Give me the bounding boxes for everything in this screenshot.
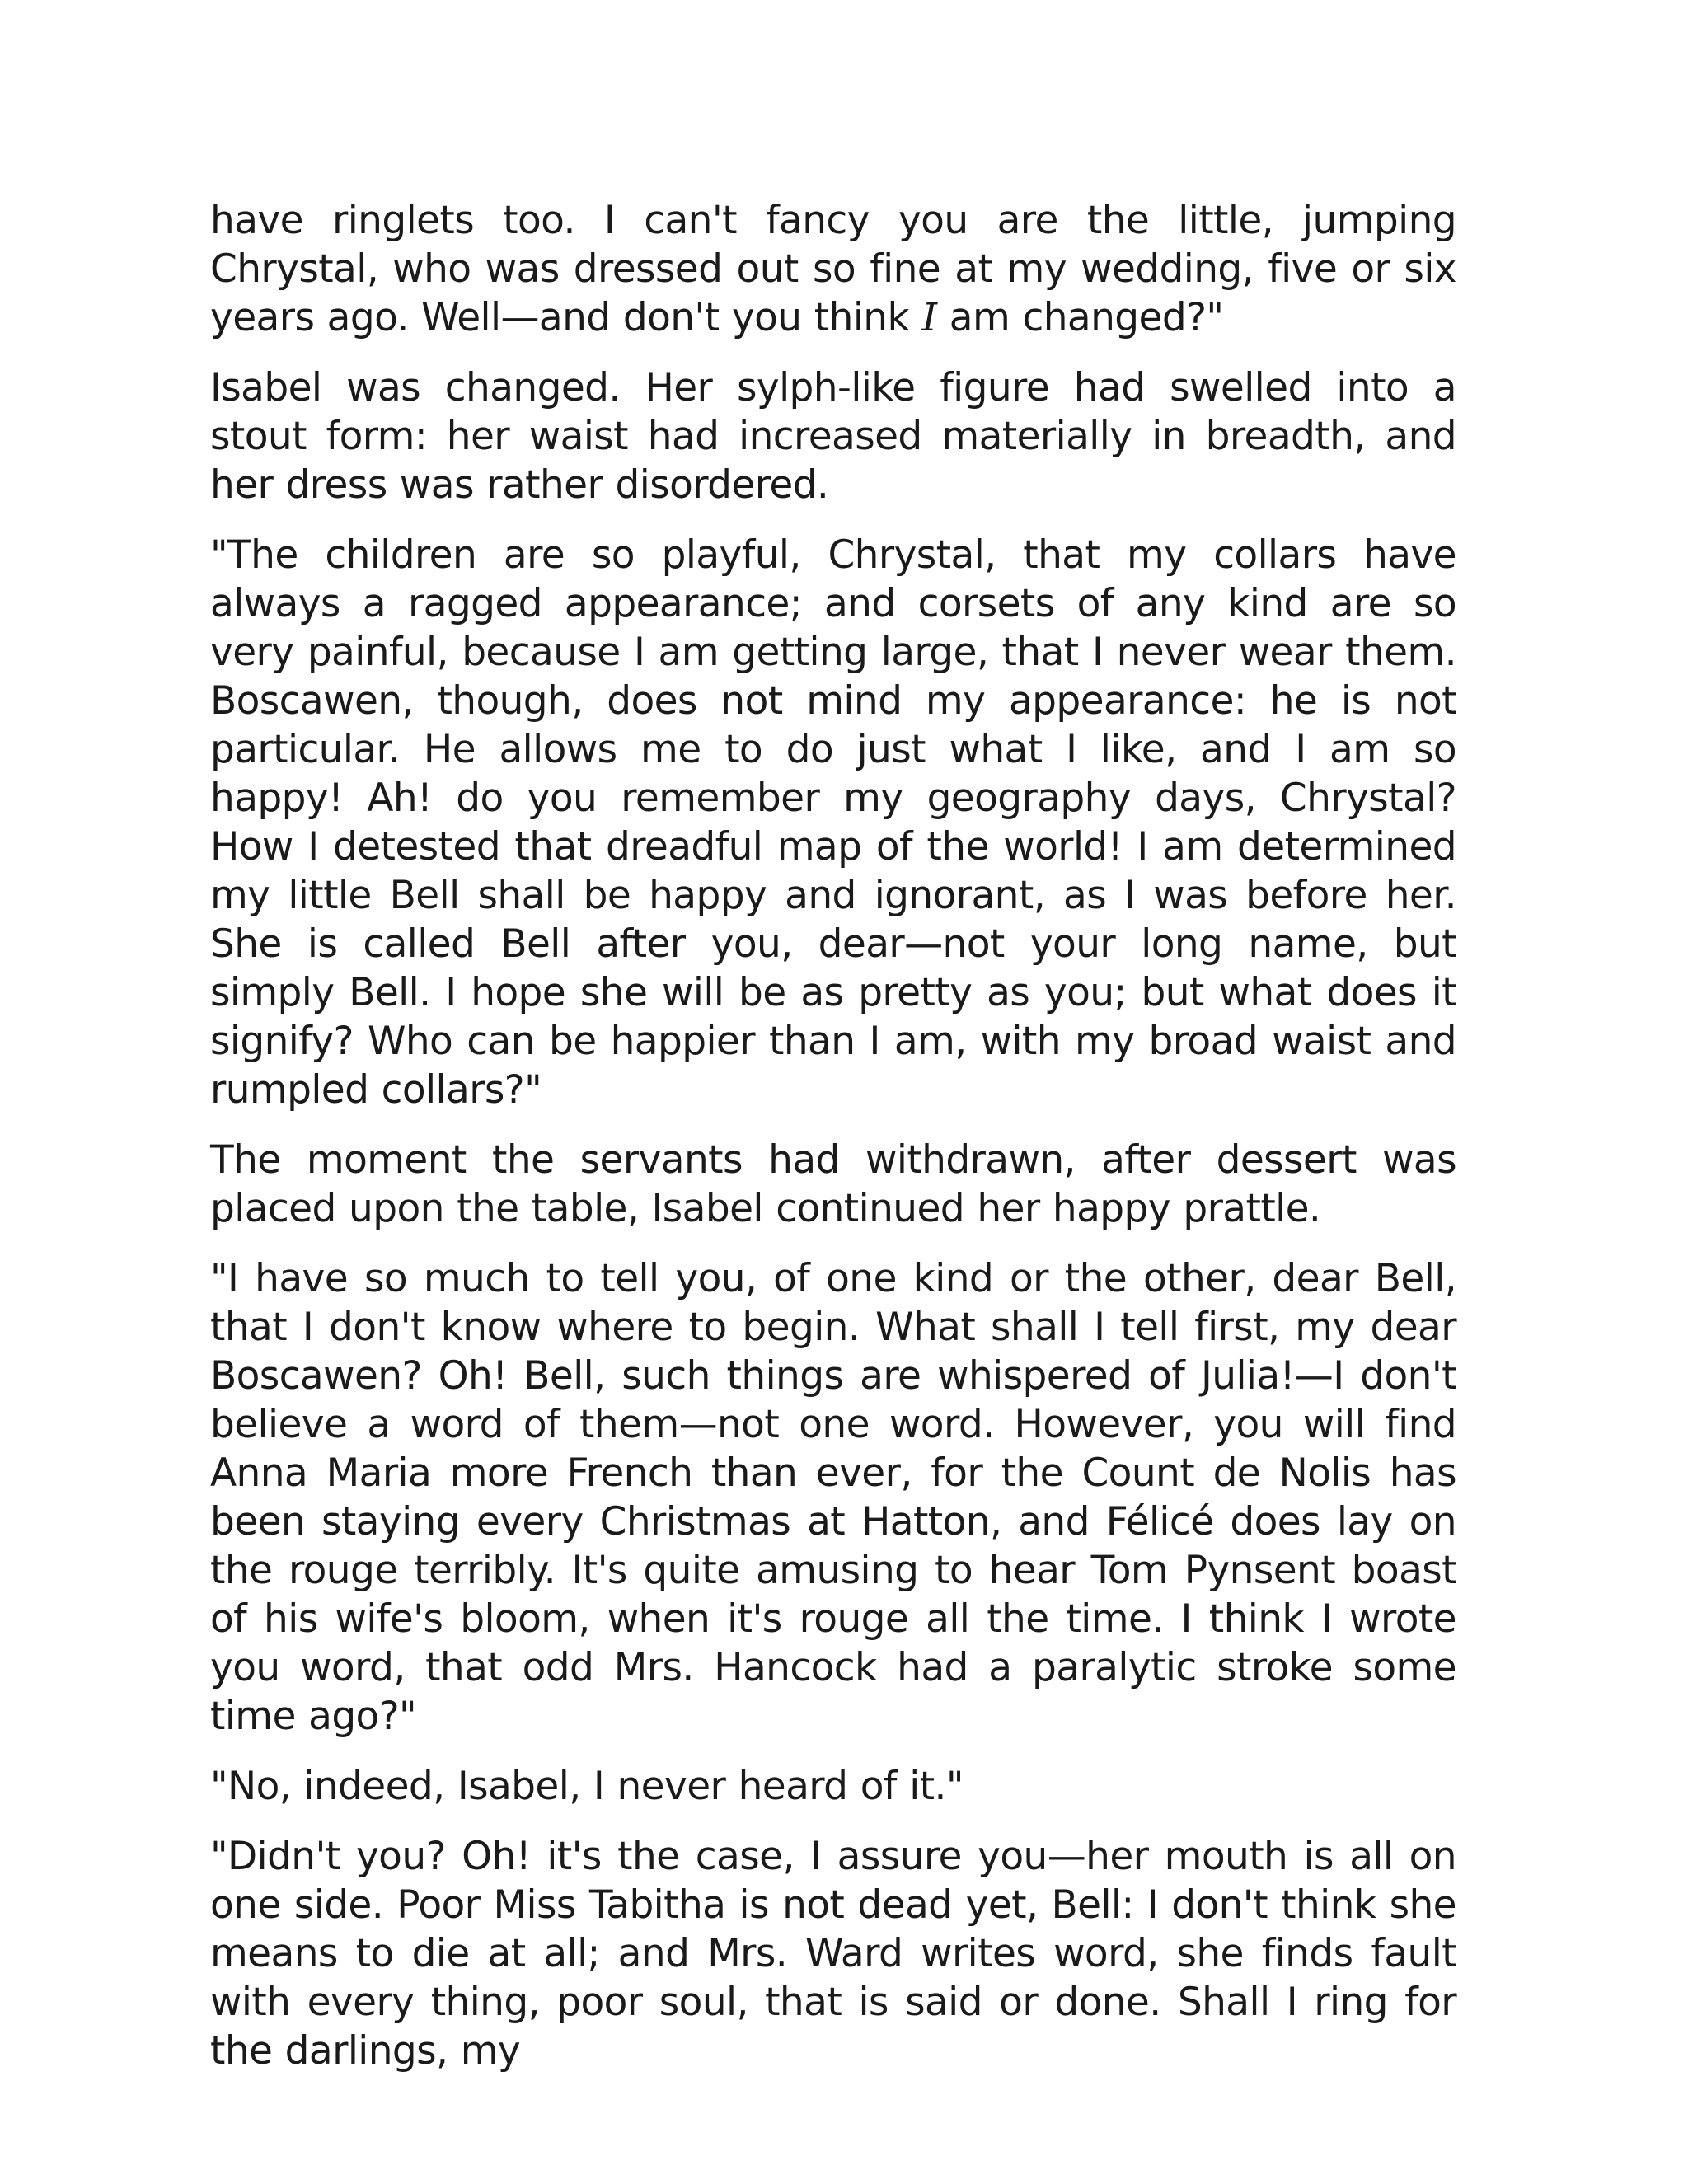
paragraph-3: "The children are so playful, Chrystal, that my collars have always a ragged appearance; and corsets of any kind are so very painful, because I am getting large, that I never wear them. Boscawen, though, does not mind my appearance: he is not particular. He allows me to do just what I like, and I am so happy! Ah! do you remember my geography days, Chrystal? How I detested that dreadful map of the world! I am determined my little Bell shall be happy and ignorant, as I was before her. She is called Bell after you, dear—not your long name, but simply Bell. I hope she will be as pretty as you; but what does it signify? Who can be happier than I am, with my broad waist and rumpled collars?" — [210, 532, 1456, 1113]
paragraph-1-text-b: am changed?" — [936, 295, 1224, 340]
paragraph-6: "No, indeed, Isabel, I never heard of it." — [210, 1764, 964, 1809]
paragraph-4: The moment the servants had withdrawn, after dessert was placed upon the table, Isabel continued her happy prattle. — [210, 1137, 1456, 1231]
paragraph-5: "I have so much to tell you, of one kind or the other, dear Bell, that I don't know where to begin. What shall I tell first, my dear Boscawen? Oh! Bell, such things are whispered of Julia!—I don't believe a word of them—not one word. However, you will find Anna Maria more French than ever, for the Count de Nolis has been staying every Christmas at Hatton, and Félicé does lay on the rouge terribly. It's quite amusing to hear Tom Pynsent boast of his wife's bloom, when it's rouge all the time. I think I wrote you word, that odd Mrs. Hancock had a paralytic stroke some time ago?" — [210, 1256, 1456, 1739]
paragraph-1 — [210, 196, 1456, 342]
paragraph-7: "Didn't you? Oh! it's the case, I assure you—her mouth is all on one side. Poor Miss Tabitha is not dead yet, Bell: I don't think she means to die at all; and Mrs. Ward writes word, she finds fault with every thing, poor soul, that is said or done. Shall I ring for the darlings, my — [210, 1834, 1456, 2074]
paragraph-1-emphasis: I — [921, 295, 937, 340]
paragraph-2: Isabel was changed. Her sylph-like figure had swelled into a stout form: her waist had increased materially in breadth, and her dress was rather disordered. — [210, 365, 1456, 508]
page-body — [210, 196, 1456, 2097]
paragraph-1-text-a: have ringlets too. I can't fancy you are the little, jumping Chrystal, who was dressed out so fine at my wedding, five or six years ago. Well—and don't you think — [210, 198, 1456, 340]
